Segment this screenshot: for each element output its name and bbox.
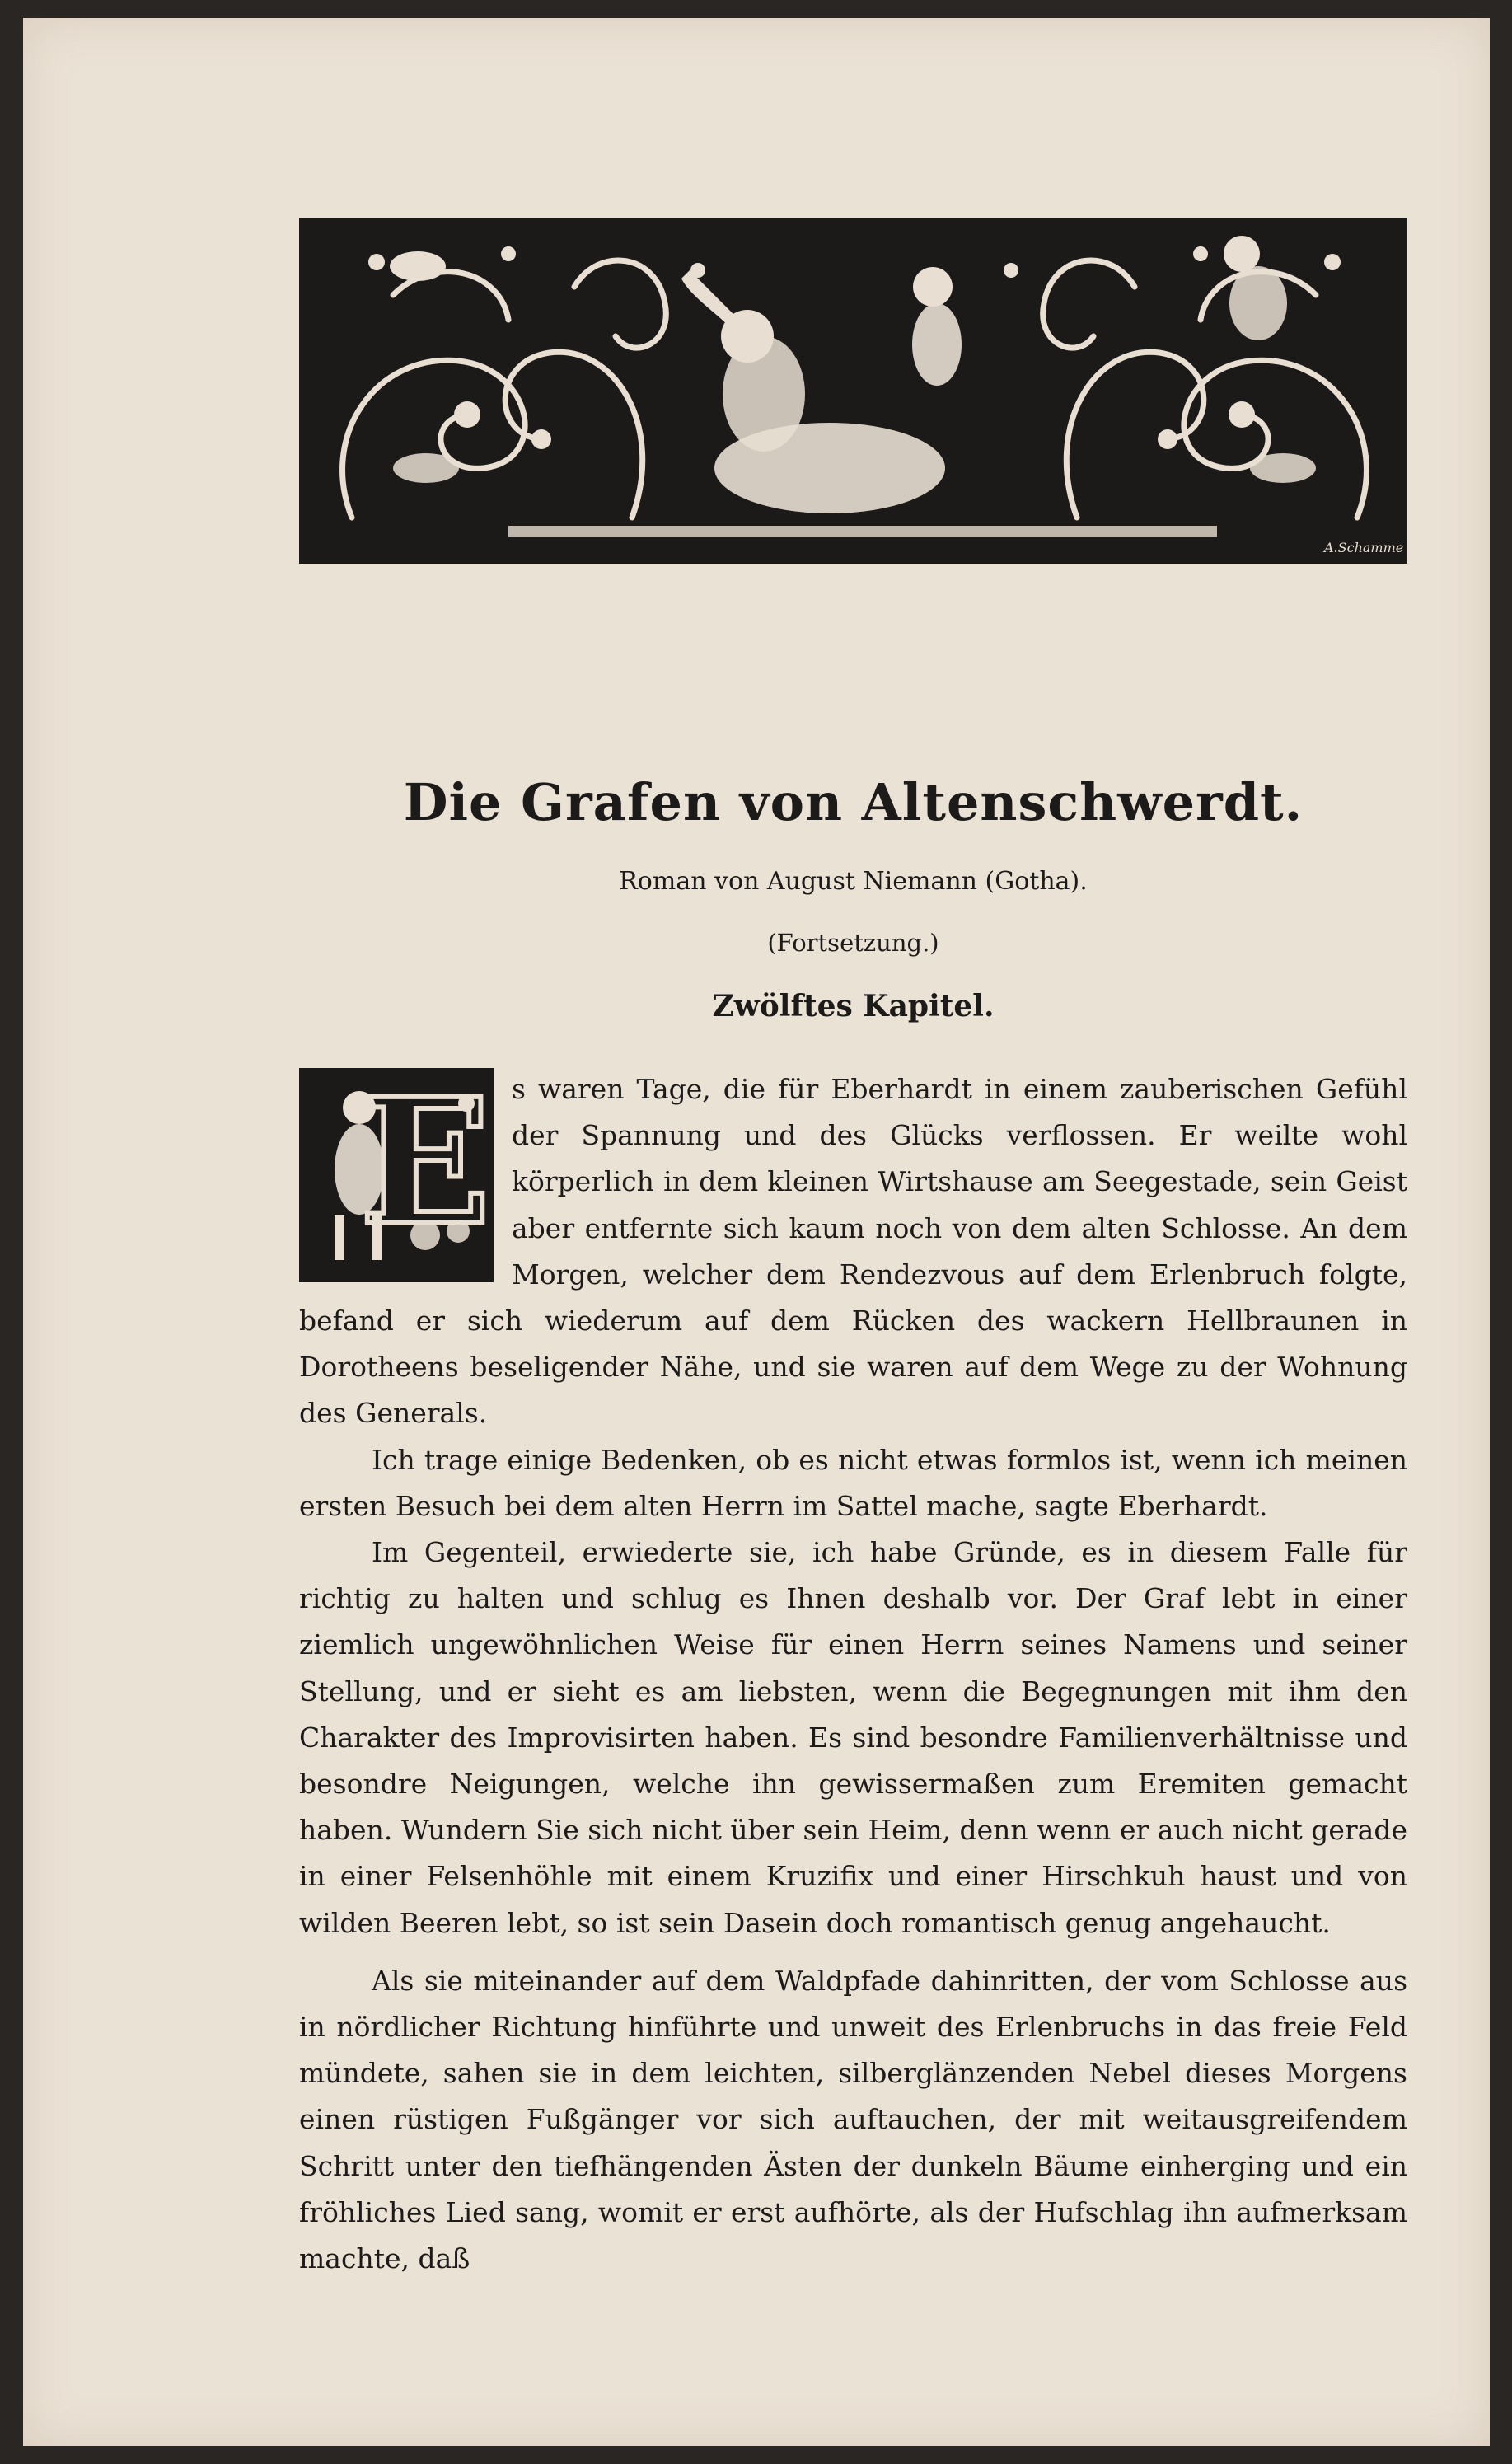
paragraph-2: Ich trage einige Bedenken, ob es nicht etwas formlos ist, wenn ich meinen ersten Besuch bei dem alten Herrn im Sattel mache, sagte Eberhardt.: [299, 1443, 1407, 1522]
continuation-note: (Fortsetzung.): [767, 929, 939, 957]
header-ornament: [299, 218, 1407, 564]
paragraph-3: Im Gegenteil, erwiederte sie, ich habe Gründe, es in diesem Falle für richtig zu halten und schlug es Ihnen deshalb vor. Der Graf lebt in einer ziemlich ungewöhnlichen Weise für einen Herrn seines Namens und seiner Stellung, und er sieht es am liebsten, wenn die Begegnungen mit ihm den Charakter des Improvisirten haben. Es sind besondre Familienverhältnisse und besondre Neigungen, welche ihn gewissermaßen zum Eremiten gemacht haben. Wundern Sie sich nicht über sein Heim, denn wenn er auch nicht gerade in einer Felsenhöhle mit einem Kruzifix und einer Hirschkuh haust und von wilden Beeren lebt, so ist sein Dasein doch romantisch genug angehaucht.: [299, 1536, 1407, 1939]
drop-cap-illustration: [302, 1070, 491, 1280]
byline: Roman von August Niemann (Gotha).: [619, 867, 1088, 896]
drop-cap-letter: E: [358, 1070, 491, 1264]
chapter-heading: Zwölftes Kapitel.: [712, 989, 995, 1024]
ornament-signature: A.Schamme: [1324, 540, 1404, 555]
page-title: Die Grafen von Altenschwerdt.: [403, 772, 1304, 832]
body-text: [299, 1066, 1407, 2282]
paragraph-1: s waren Tage, die für Eberhardt in einem zauberischen Gefühl der Spannung und des Glücks verflossen. Er weilte wohl körperlich in dem kleinen Wirtshause am Seegestade, sein Geist aber entfernte sich kaum noch von dem alten Schlosse. An dem Morgen, welcher dem Rendezvous auf dem Erlenbruch folgte, befand er sich wiederum auf dem Rücken des wackern Hellbraunen in Dorotheens beseligender Nähe, und sie waren auf dem Wege zu der Wohnung des Generals.: [299, 1073, 1407, 1430]
paragraph-4: Als sie miteinander auf dem Waldpfade dahinritten, der vom Schlosse aus in nördlicher Richtung hinführte und unweit des Erlenbruchs in das freie Feld mündete, sahen sie in dem leichten, silberglänzenden Nebel dieses Morgens einen rüstigen Fußgänger vor sich auftauchen, der mit weitausgreifendem Schritt unter den tiefhängenden Ästen der dunkeln Bäume einherging und ein fröhliches Lied sang, womit er erst aufhörte, als der Hufschlag ihn aufmerksam machte, daß: [299, 1964, 1407, 2275]
drop-cap-initial: [299, 1068, 494, 1282]
book-page: [23, 18, 1490, 2446]
ornament-illustration: [302, 221, 1404, 560]
